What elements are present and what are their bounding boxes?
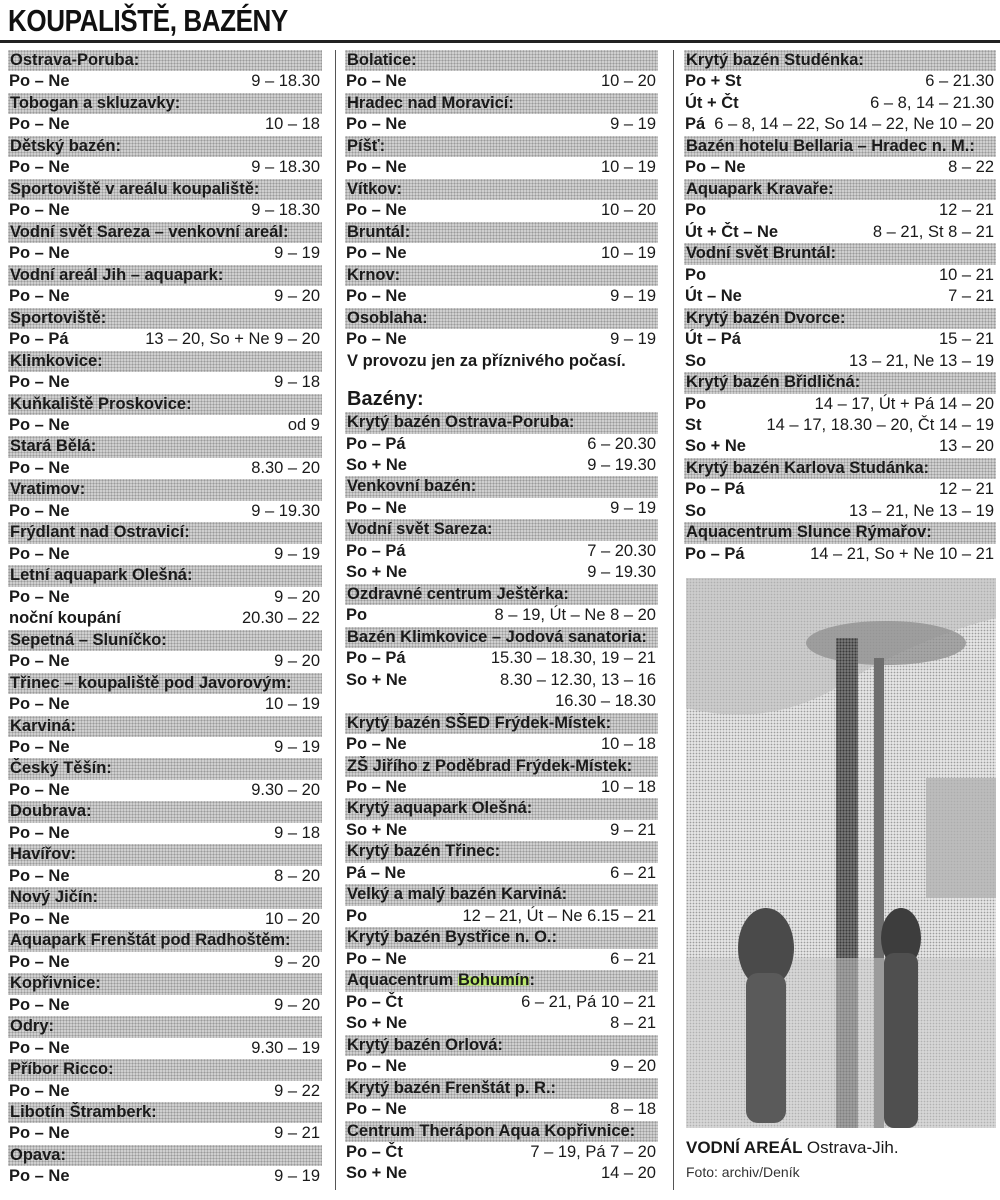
opening-hours-row — [345, 455, 658, 476]
days-label: So — [685, 351, 707, 370]
photo-caption — [686, 1138, 996, 1158]
hours-value: od 9 — [287, 415, 320, 434]
days-label: Po — [346, 606, 368, 625]
column-divider — [335, 50, 336, 1190]
hours-value: 9 – 18 — [274, 823, 320, 842]
days-label: Po – Ne — [9, 1038, 70, 1057]
opening-hours-row — [345, 157, 658, 178]
venue-name: Krytý bazén Frenštát p. R.: — [345, 1078, 658, 1099]
venue-name: Aquapark Kravaře: — [684, 179, 996, 200]
hours-value: 9 – 20 — [274, 287, 320, 306]
days-label: Po – Ne — [9, 652, 70, 671]
hours-value: 10 – 20 — [600, 201, 656, 220]
opening-hours-row — [684, 71, 996, 92]
hours-value: 9 – 19 — [274, 738, 320, 756]
venue-name: Krytý bazén Třinec: — [345, 841, 658, 862]
days-label: Po – Ne — [685, 158, 746, 177]
title-rule — [0, 40, 1000, 43]
hours-value: 14 – 20 — [600, 1164, 656, 1183]
venue-name: Libotín Štramberk: — [8, 1102, 322, 1123]
hours-value: 9 – 21 — [610, 820, 656, 839]
venue-name: Sepetná – Sluníčko: — [8, 630, 322, 651]
hours-value: 13 – 20 — [938, 437, 994, 456]
hours-value: 7 – 20.30 — [587, 541, 656, 560]
opening-hours-row — [8, 737, 322, 758]
photo-water-park — [686, 578, 996, 1128]
hours-value: 13 – 21, Ne 13 – 19 — [849, 351, 994, 370]
opening-hours-row — [345, 670, 658, 691]
days-label: Po – Pá — [346, 434, 406, 453]
days-label: Po – Ne — [9, 995, 70, 1014]
opening-hours-row — [345, 648, 658, 669]
days-label: Po — [685, 201, 707, 220]
opening-hours-row — [8, 71, 322, 92]
venue-name-text: Aquacentrum — [347, 971, 458, 990]
hours-value: 10 – 18 — [600, 778, 656, 796]
opening-hours-row — [8, 157, 322, 178]
hours-value: 9.30 – 19 — [251, 1038, 320, 1057]
days-label: Po – Ne — [346, 158, 407, 177]
opening-hours-row — [684, 394, 996, 415]
hours-value: 8 – 22 — [948, 158, 994, 177]
opening-hours-row — [8, 501, 322, 522]
hours-value: 12 – 21 — [938, 201, 994, 220]
hours-value: 10 – 20 — [600, 72, 656, 91]
venue-name: Krnov: — [345, 265, 658, 286]
opening-hours-row — [345, 243, 658, 264]
hours-value: 10 – 19 — [264, 695, 320, 714]
opening-hours-row — [684, 265, 996, 286]
venue-name: Centrum Therápon Aqua Kopřivnice: — [345, 1121, 658, 1142]
hours-value: 9 – 19 — [274, 544, 320, 563]
venue-name: Bazén Klimkovice – Jodová sanatoria: — [345, 627, 658, 648]
venue-name: Ozdravné centrum Ještěrka: — [345, 584, 658, 605]
hours-value: 9 – 20 — [274, 587, 320, 606]
opening-hours-row — [684, 114, 996, 135]
days-label: Po – Ne — [9, 909, 70, 928]
days-label: Po – Ne — [9, 244, 70, 263]
opening-hours-row — [8, 952, 322, 973]
opening-hours-row — [345, 286, 658, 307]
opening-hours-row — [345, 562, 658, 583]
days-label: Po – Čt — [346, 992, 403, 1011]
days-label: Út + Čt — [685, 93, 739, 112]
hours-value: 6 – 8, 14 – 22, So 14 – 22, Ne 10 – 20 — [714, 115, 994, 134]
opening-hours-row — [345, 498, 658, 519]
opening-hours-row — [684, 479, 996, 500]
photo-image — [686, 578, 996, 1128]
opening-hours-row — [684, 544, 996, 565]
days-label: Po – Ne — [346, 778, 407, 796]
days-label: So + Ne — [346, 563, 407, 582]
venue-name: Opava: — [8, 1145, 322, 1166]
hours-value: 9 – 19 — [274, 1167, 320, 1186]
venue-name: Stará Bělá: — [8, 436, 322, 457]
venue-name: Vodní areál Jih – aquapark: — [8, 265, 322, 286]
days-label: Po – Pá — [685, 480, 745, 499]
days-label: Po – Ne — [346, 498, 407, 517]
opening-hours-row — [8, 114, 322, 135]
days-label: noční koupání — [9, 609, 121, 628]
days-label: Pá — [685, 115, 706, 134]
days-label: Pá – Ne — [346, 863, 406, 882]
days-label: Po – Ne — [9, 415, 70, 434]
note-text: V provozu jen za příznivého počasí. — [347, 351, 626, 370]
opening-hours-row — [8, 1081, 322, 1102]
hours-value: 12 – 21, Út – Ne 6.15 – 21 — [462, 906, 656, 925]
days-label: Po – Ne — [346, 287, 407, 306]
venue-name: Karviná: — [8, 716, 322, 737]
days-label: Po – Ne — [9, 287, 70, 306]
opening-hours-row — [345, 605, 658, 626]
opening-hours-row — [8, 286, 322, 307]
days-label: Út – Pá — [685, 330, 741, 349]
hours-value: 6 – 20.30 — [587, 434, 656, 453]
venue-name: Příbor Ricco: — [8, 1059, 322, 1080]
hours-value: 9 – 22 — [274, 1081, 320, 1100]
venue-name: Sportoviště: — [8, 308, 322, 329]
days-label: Po – Ne — [346, 115, 407, 134]
venue-name: Krytý bazén Ostrava-Poruba: — [345, 412, 658, 433]
opening-hours-row — [345, 949, 658, 970]
caption-bold: VODNÍ AREÁL — [686, 1138, 803, 1157]
opening-hours-row — [8, 694, 322, 715]
opening-hours-row — [345, 1056, 658, 1077]
column-swimming-pools-1 — [8, 50, 322, 1188]
days-label: Po – Ne — [346, 330, 407, 349]
opening-hours-row — [684, 93, 996, 114]
hours-value: 9 – 18.30 — [251, 158, 320, 177]
hours-value: 10 – 19 — [600, 158, 656, 177]
venue-name: Krytý aquapark Olešná: — [345, 798, 658, 819]
hours-value: 10 – 20 — [264, 909, 320, 928]
hours-value: 9 – 19.30 — [587, 563, 656, 582]
venue-name: Krytý bazén Studénka: — [684, 50, 996, 71]
highlighter-mark: Bohumín — [457, 971, 530, 990]
hours-value: 8 – 21, St 8 – 21 — [872, 222, 994, 241]
opening-hours-row — [8, 243, 322, 264]
days-label: Po – Ne — [9, 115, 70, 134]
caption-place: Ostrava-Jih. — [806, 1138, 899, 1157]
days-label: Po – Ne — [9, 695, 70, 714]
hours-value: 9 – 18.30 — [251, 201, 320, 220]
opening-hours-row — [345, 734, 658, 755]
venue-name: Vítkov: — [345, 179, 658, 200]
hours-value: 6 – 8, 14 – 21.30 — [870, 93, 994, 112]
days-label: Po – Ne — [9, 501, 70, 520]
hours-value: 7 – 19, Pá 7 – 20 — [530, 1142, 656, 1161]
days-label: Po — [685, 394, 707, 413]
hours-value: 9 – 18 — [274, 373, 320, 392]
hours-value: 9 – 19.30 — [587, 455, 656, 474]
hours-value: 8.30 – 12.30, 13 – 16 — [500, 670, 656, 689]
venue-name: Aquapark Frenštát pod Radhoštěm: — [8, 930, 322, 951]
venue-name: Dětský bazén: — [8, 136, 322, 157]
hours-value: 6 – 21 — [610, 949, 656, 968]
venue-name: Osoblaha: — [345, 308, 658, 329]
days-label: Po – Ne — [9, 587, 70, 606]
days-label: Po – Ne — [346, 1057, 407, 1076]
opening-hours-row — [345, 820, 658, 841]
hours-value: 14 – 17, 18.30 – 20, Čt 14 – 19 — [766, 415, 994, 434]
column-swimming-pools-2 — [345, 50, 658, 1185]
hours-value: 9 – 20 — [274, 952, 320, 971]
opening-hours-row — [8, 587, 322, 608]
opening-hours-row — [345, 329, 658, 350]
days-label: So + Ne — [685, 437, 746, 456]
hours-value: 8 – 20 — [274, 866, 320, 885]
hours-value: 9 – 18.30 — [251, 72, 320, 91]
hours-value: 9 – 20 — [610, 1057, 656, 1076]
days-label: Po – Ne — [9, 72, 70, 91]
venue-name: Hradec nad Moravicí: — [345, 93, 658, 114]
venue-name: Velký a malý bazén Karviná: — [345, 884, 658, 905]
opening-hours-row — [8, 329, 322, 350]
venue-name: Tobogan a skluzavky: — [8, 93, 322, 114]
opening-hours-row — [345, 992, 658, 1013]
days-label: Út – Ne — [685, 287, 742, 306]
venue-name: Třinec – koupaliště pod Javorovým: — [8, 673, 322, 694]
hours-value: 9 – 19 — [610, 498, 656, 517]
opening-hours-row — [8, 544, 322, 565]
venue-name: Letní aquapark Olešná: — [8, 565, 322, 586]
opening-hours-row — [8, 372, 322, 393]
hours-value: 9 – 21 — [274, 1124, 320, 1143]
venue-name: Kopřivnice: — [8, 973, 322, 994]
days-label: So + Ne — [346, 670, 407, 689]
section-heading: Bazény: — [347, 388, 424, 411]
opening-hours-row — [684, 286, 996, 307]
opening-hours-row — [345, 863, 658, 884]
venue-name: Vodní svět Sareza – venkovní areál: — [8, 222, 322, 243]
hours-value: 10 – 19 — [600, 244, 656, 263]
venue-name: Krytý bazén Bystřice n. O.: — [345, 927, 658, 948]
opening-hours-row — [345, 71, 658, 92]
days-label — [345, 691, 346, 712]
days-label: Po – Ne — [9, 458, 70, 477]
venue-name: Bruntál: — [345, 222, 658, 243]
hours-value: 8 – 19, Út – Ne 8 – 20 — [494, 606, 656, 625]
hours-value: 9 – 19 — [610, 115, 656, 134]
opening-hours-row — [345, 200, 658, 221]
venue-name: Krytý bazén Dvorce: — [684, 308, 996, 329]
venue-name: Frýdlant nad Ostravicí: — [8, 522, 322, 543]
hours-value: 15.30 – 18.30, 19 – 21 — [490, 649, 656, 668]
opening-hours-row — [684, 415, 996, 436]
venue-name: Klimkovice: — [8, 351, 322, 372]
venue-name: Aquacentrum Slunce Rýmařov: — [684, 522, 996, 543]
days-label: Út + Čt – Ne — [685, 222, 779, 241]
hours-value: 14 – 17, Út + Pá 14 – 20 — [814, 394, 994, 413]
venue-name: Vratimov: — [8, 479, 322, 500]
opening-hours-row — [8, 995, 322, 1016]
hours-value: 9 – 19 — [610, 287, 656, 306]
venue-name: ZŠ Jiřího z Poděbrad Frýdek-Místek: — [345, 756, 658, 777]
hours-value: 14 – 21, So + Ne 10 – 21 — [810, 544, 994, 563]
venue-name: Krytý bazén Karlova Studánka: — [684, 458, 996, 479]
opening-hours-row — [684, 436, 996, 457]
hours-value: 10 – 18 — [600, 735, 656, 754]
opening-hours-row — [8, 1038, 322, 1059]
opening-hours-row — [345, 1099, 658, 1120]
venue-name-text: : — [529, 971, 535, 990]
photo-credit: Foto: archiv/Deník — [686, 1164, 800, 1180]
days-label: Po – Ne — [9, 738, 70, 756]
hours-value: 9 – 19 — [274, 244, 320, 263]
venue-name: Vodní svět Sareza: — [345, 519, 658, 540]
hours-value: 9 – 19 — [610, 330, 656, 349]
page-title: KOUPALIŠTĚ, BAZÉNY — [8, 3, 288, 38]
opening-hours-row — [345, 777, 658, 798]
days-label: Po – Ne — [9, 1124, 70, 1143]
hours-value: 13 – 21, Ne 13 – 19 — [849, 501, 994, 520]
venue-name: Venkovní bazén: — [345, 476, 658, 497]
opening-hours-row — [8, 909, 322, 930]
hours-value: 12 – 21 — [938, 480, 994, 499]
opening-hours-row — [684, 329, 996, 350]
days-label: Po – Ne — [346, 1100, 407, 1119]
days-label: Po – Ne — [346, 72, 407, 91]
days-label: Po – Ne — [9, 373, 70, 392]
venue-name: Havířov: — [8, 844, 322, 865]
hours-value: 6 – 21, Pá 10 – 21 — [521, 992, 656, 1011]
hours-value: 6 – 21 — [610, 863, 656, 882]
opening-hours-row — [8, 823, 322, 844]
opening-hours-row — [8, 866, 322, 887]
hours-value: 9.30 – 20 — [251, 780, 320, 799]
days-label: Po – Pá — [346, 541, 406, 560]
days-label: Po + St — [685, 72, 742, 91]
venue-name: Bolatice: — [345, 50, 658, 71]
days-label: So + Ne — [346, 455, 407, 474]
hours-value: 10 – 18 — [264, 115, 320, 134]
venue-name: Odry: — [8, 1016, 322, 1037]
column-indoor-pools — [684, 50, 996, 565]
venue-name: Krytý bazén Břidličná: — [684, 372, 996, 393]
opening-hours-row — [345, 906, 658, 927]
hours-value: 8 – 18 — [610, 1100, 656, 1119]
hours-value: 16.30 – 18.30 — [555, 692, 656, 711]
hours-value: 8.30 – 20 — [251, 458, 320, 477]
days-label: Po — [346, 906, 368, 925]
venue-name: Sportoviště v areálu koupaliště: — [8, 179, 322, 200]
hours-value: 7 – 21 — [948, 287, 994, 306]
days-label: St — [685, 415, 702, 434]
hours-value: 9 – 20 — [274, 652, 320, 671]
days-label: Po – Ne — [346, 201, 407, 220]
opening-hours-row — [8, 415, 322, 436]
days-label: Po – Čt — [346, 1142, 403, 1161]
days-label: Po – Pá — [346, 649, 406, 668]
opening-hours-row — [345, 541, 658, 562]
opening-hours-row — [8, 651, 322, 672]
days-label: So + Ne — [346, 820, 407, 839]
days-label: So — [685, 501, 707, 520]
hours-value: 15 – 21 — [938, 330, 994, 349]
opening-hours-row — [8, 780, 322, 801]
days-label: Po – Pá — [685, 544, 745, 563]
hours-value: 8 – 21 — [610, 1014, 656, 1033]
days-label: So + Ne — [346, 1014, 407, 1033]
venue-name: Kuňkaliště Proskovice: — [8, 394, 322, 415]
days-label: Po – Ne — [346, 949, 407, 968]
opening-hours-row — [684, 351, 996, 372]
opening-hours-row — [8, 200, 322, 221]
venue-name: Doubrava: — [8, 801, 322, 822]
opening-hours-row — [684, 501, 996, 522]
days-label: Po – Ne — [9, 544, 70, 563]
venue-name: Krytý bazén SŠED Frýdek-Místek: — [345, 713, 658, 734]
hours-value: 13 – 20, So + Ne 9 – 20 — [145, 330, 320, 349]
days-label: Po – Ne — [9, 1167, 70, 1186]
opening-hours-row — [345, 1142, 658, 1163]
days-label: Po – Ne — [9, 866, 70, 885]
days-label: Po – Ne — [346, 244, 407, 263]
hours-value: 9 – 20 — [274, 995, 320, 1014]
hours-value: 9 – 19.30 — [251, 501, 320, 520]
venue-name: Vodní svět Bruntál: — [684, 243, 996, 264]
opening-hours-row — [684, 222, 996, 243]
days-label: Po – Ne — [9, 780, 70, 799]
opening-hours-row — [684, 200, 996, 221]
opening-hours-row — [345, 1163, 658, 1184]
column-divider — [673, 50, 674, 1190]
days-label: Po – Ne — [9, 823, 70, 842]
opening-hours-row — [8, 1166, 322, 1187]
opening-hours-row — [684, 157, 996, 178]
opening-hours-row — [8, 1123, 322, 1144]
venue-name: Bazén hotelu Bellaria – Hradec n. M.: — [684, 136, 996, 157]
opening-hours-row — [345, 1013, 658, 1034]
days-label: Po – Ne — [9, 952, 70, 971]
venue-name: Píšť: — [345, 136, 658, 157]
venue-name: Český Těšín: — [8, 758, 322, 779]
hours-value: 20.30 – 22 — [242, 609, 320, 628]
days-label: Po – Ne — [346, 735, 407, 754]
venue-name: Krytý bazén Orlová: — [345, 1035, 658, 1056]
hours-value: 6 – 21.30 — [925, 72, 994, 91]
venue-name — [345, 970, 658, 991]
days-label: So + Ne — [346, 1164, 407, 1183]
venue-name: Nový Jičín: — [8, 887, 322, 908]
opening-hours-row — [8, 608, 322, 629]
days-label: Po – Ne — [9, 201, 70, 220]
hours-value: 10 – 21 — [938, 265, 994, 284]
days-label: Po — [685, 265, 707, 284]
days-label: Po – Ne — [9, 1081, 70, 1100]
opening-hours-row — [345, 691, 658, 712]
opening-hours-row — [345, 434, 658, 455]
venue-name: Ostrava-Poruba: — [8, 50, 322, 71]
days-label: Po – Ne — [9, 158, 70, 177]
opening-hours-row — [345, 114, 658, 135]
days-label: Po – Pá — [9, 330, 69, 349]
opening-hours-row — [8, 458, 322, 479]
